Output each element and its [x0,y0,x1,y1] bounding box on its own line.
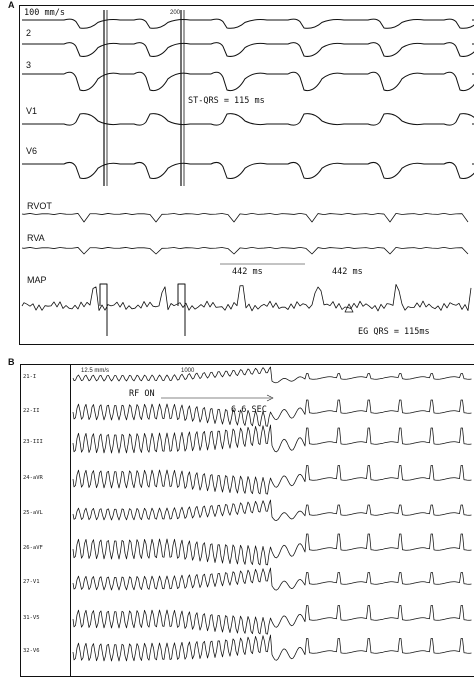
surface-trace [22,114,474,125]
lead-label-b-9: 32-V6 [23,648,40,654]
panel-b-lead-trace [73,367,472,383]
st-qrs-annotation: ST-QRS = 115 ms [188,96,265,106]
lead-label-v6: V6 [26,146,38,156]
eg-qrs-annotation: EG QRS = 115ms [358,327,430,337]
surface-trace [22,162,474,178]
panel-b-ecg [20,364,474,677]
lead-label-b-5: 25-aVL [23,510,43,516]
panel-b-scale: 1000 [181,368,195,374]
map-pacing-artifact [178,284,185,336]
panel-a-traces [20,6,474,344]
lead-label-b-7: 27-V1 [23,579,40,585]
panel-b-lead-trace [73,568,472,590]
rf-on-annotation: RF ON [129,389,155,399]
lead-label-v1: V1 [26,106,38,116]
lead-label-3: 3 [26,60,32,70]
surface-trace [22,43,474,57]
lead-label-b-3: 23-III [23,439,43,445]
panel-b-lead-trace [73,635,472,661]
panel-b-lead-trace [73,534,472,565]
lead-label-b-1: 21-I [23,374,37,380]
lead-label-b-8: 31-V5 [23,615,40,621]
intracardiac-trace [22,213,468,222]
panel-a-scale: 200 [170,10,181,16]
interval-annotation-1: 442 ms [232,267,263,277]
panel-b-lead-trace [73,400,472,426]
panel-b-lead-trace [73,606,472,635]
interval-annotation-2: 442 ms [332,267,363,277]
panel-a-ecg [19,5,474,345]
map-trace [22,284,471,311]
panel-b-lead-trace [73,500,472,521]
lead-label-map: MAP [27,275,47,285]
panel-b-lead-trace [73,425,472,453]
panel-b-label: B [8,357,15,367]
intracardiac-trace [22,247,468,254]
lead-label-rvot: RVOT [27,201,52,211]
panel-b-lead-trace [73,466,472,495]
panel-a-speed: 100 mm/s [24,8,65,18]
surface-trace [22,72,474,90]
lead-label-b-4: 24-aVR [23,475,43,481]
rf-duration-annotation: 6.6 SEC [231,405,267,415]
lead-label-b-2: 22-II [23,408,40,414]
lead-label-rva: RVA [27,233,45,243]
map-pacing-artifact [100,284,107,336]
panel-a-label: A [8,0,15,10]
panel-b-speed: 12.5 mm/s [81,368,110,374]
lead-label-b-6: 26-aVF [23,545,43,551]
lead-label-2: 2 [26,28,32,38]
surface-trace [22,19,474,28]
